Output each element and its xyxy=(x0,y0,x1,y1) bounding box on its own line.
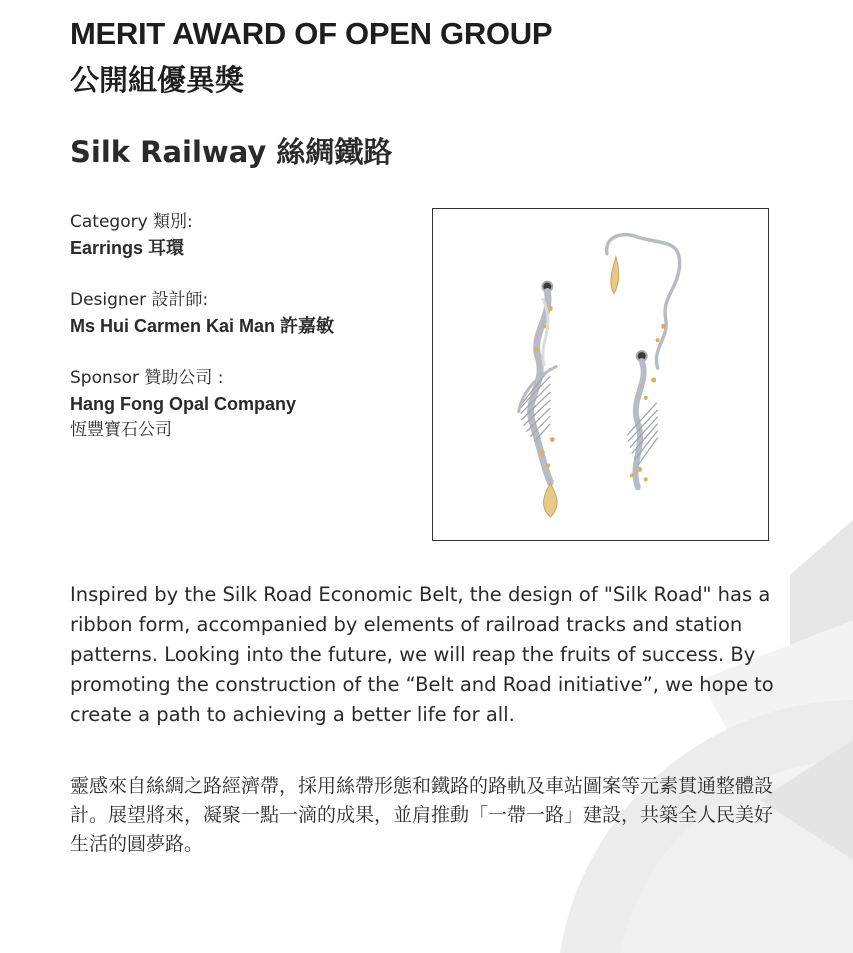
left-earring xyxy=(518,282,557,518)
designer-block xyxy=(70,287,334,339)
designer-value: Ms Hui Carmen Kai Man 許嘉敏 xyxy=(70,316,335,336)
description-chinese: 靈感來自絲綢之路經濟帶，採用絲帶形態和鐵路的路軌及車站圖案等元素貫通整體設計。展望將來，凝聚一點一滴的成果，並肩推動「一帶一路」建設，共築全人民美好生活的圓夢路。 xyxy=(70,775,774,855)
earrings-illustration xyxy=(433,209,768,540)
product-photo xyxy=(432,208,769,541)
category-label: Category 類別: xyxy=(70,212,193,232)
description-english: Inspired by the Silk Road Economic Belt, the design of "Silk Road" has a ribbon form, accompanied by elements of railroad tracks and station patterns. Looking into the future, we will reap the fruits of success. By promoting the construction of the “Belt and Road initiative”, we hope to create a path to achieving a better life for all. xyxy=(70,583,774,726)
sponsor-label: Sponsor 贊助公司 : xyxy=(70,368,224,388)
sponsor-value-zh: 恆豐寶石公司 xyxy=(70,420,172,440)
sponsor-value-en: Hang Fong Opal Company xyxy=(70,394,297,414)
category-block xyxy=(70,209,193,261)
designer-label: Designer 設計師: xyxy=(70,290,209,310)
entry-title: Silk Railway 絲綢鐵路 xyxy=(70,135,393,169)
award-title-zh: 公開組優異獎 xyxy=(70,63,245,97)
award-title-en: MERIT AWARD OF OPEN GROUP xyxy=(70,16,553,51)
sponsor-block xyxy=(70,365,296,443)
category-value: Earrings 耳環 xyxy=(70,238,185,258)
right-earring xyxy=(607,235,680,488)
